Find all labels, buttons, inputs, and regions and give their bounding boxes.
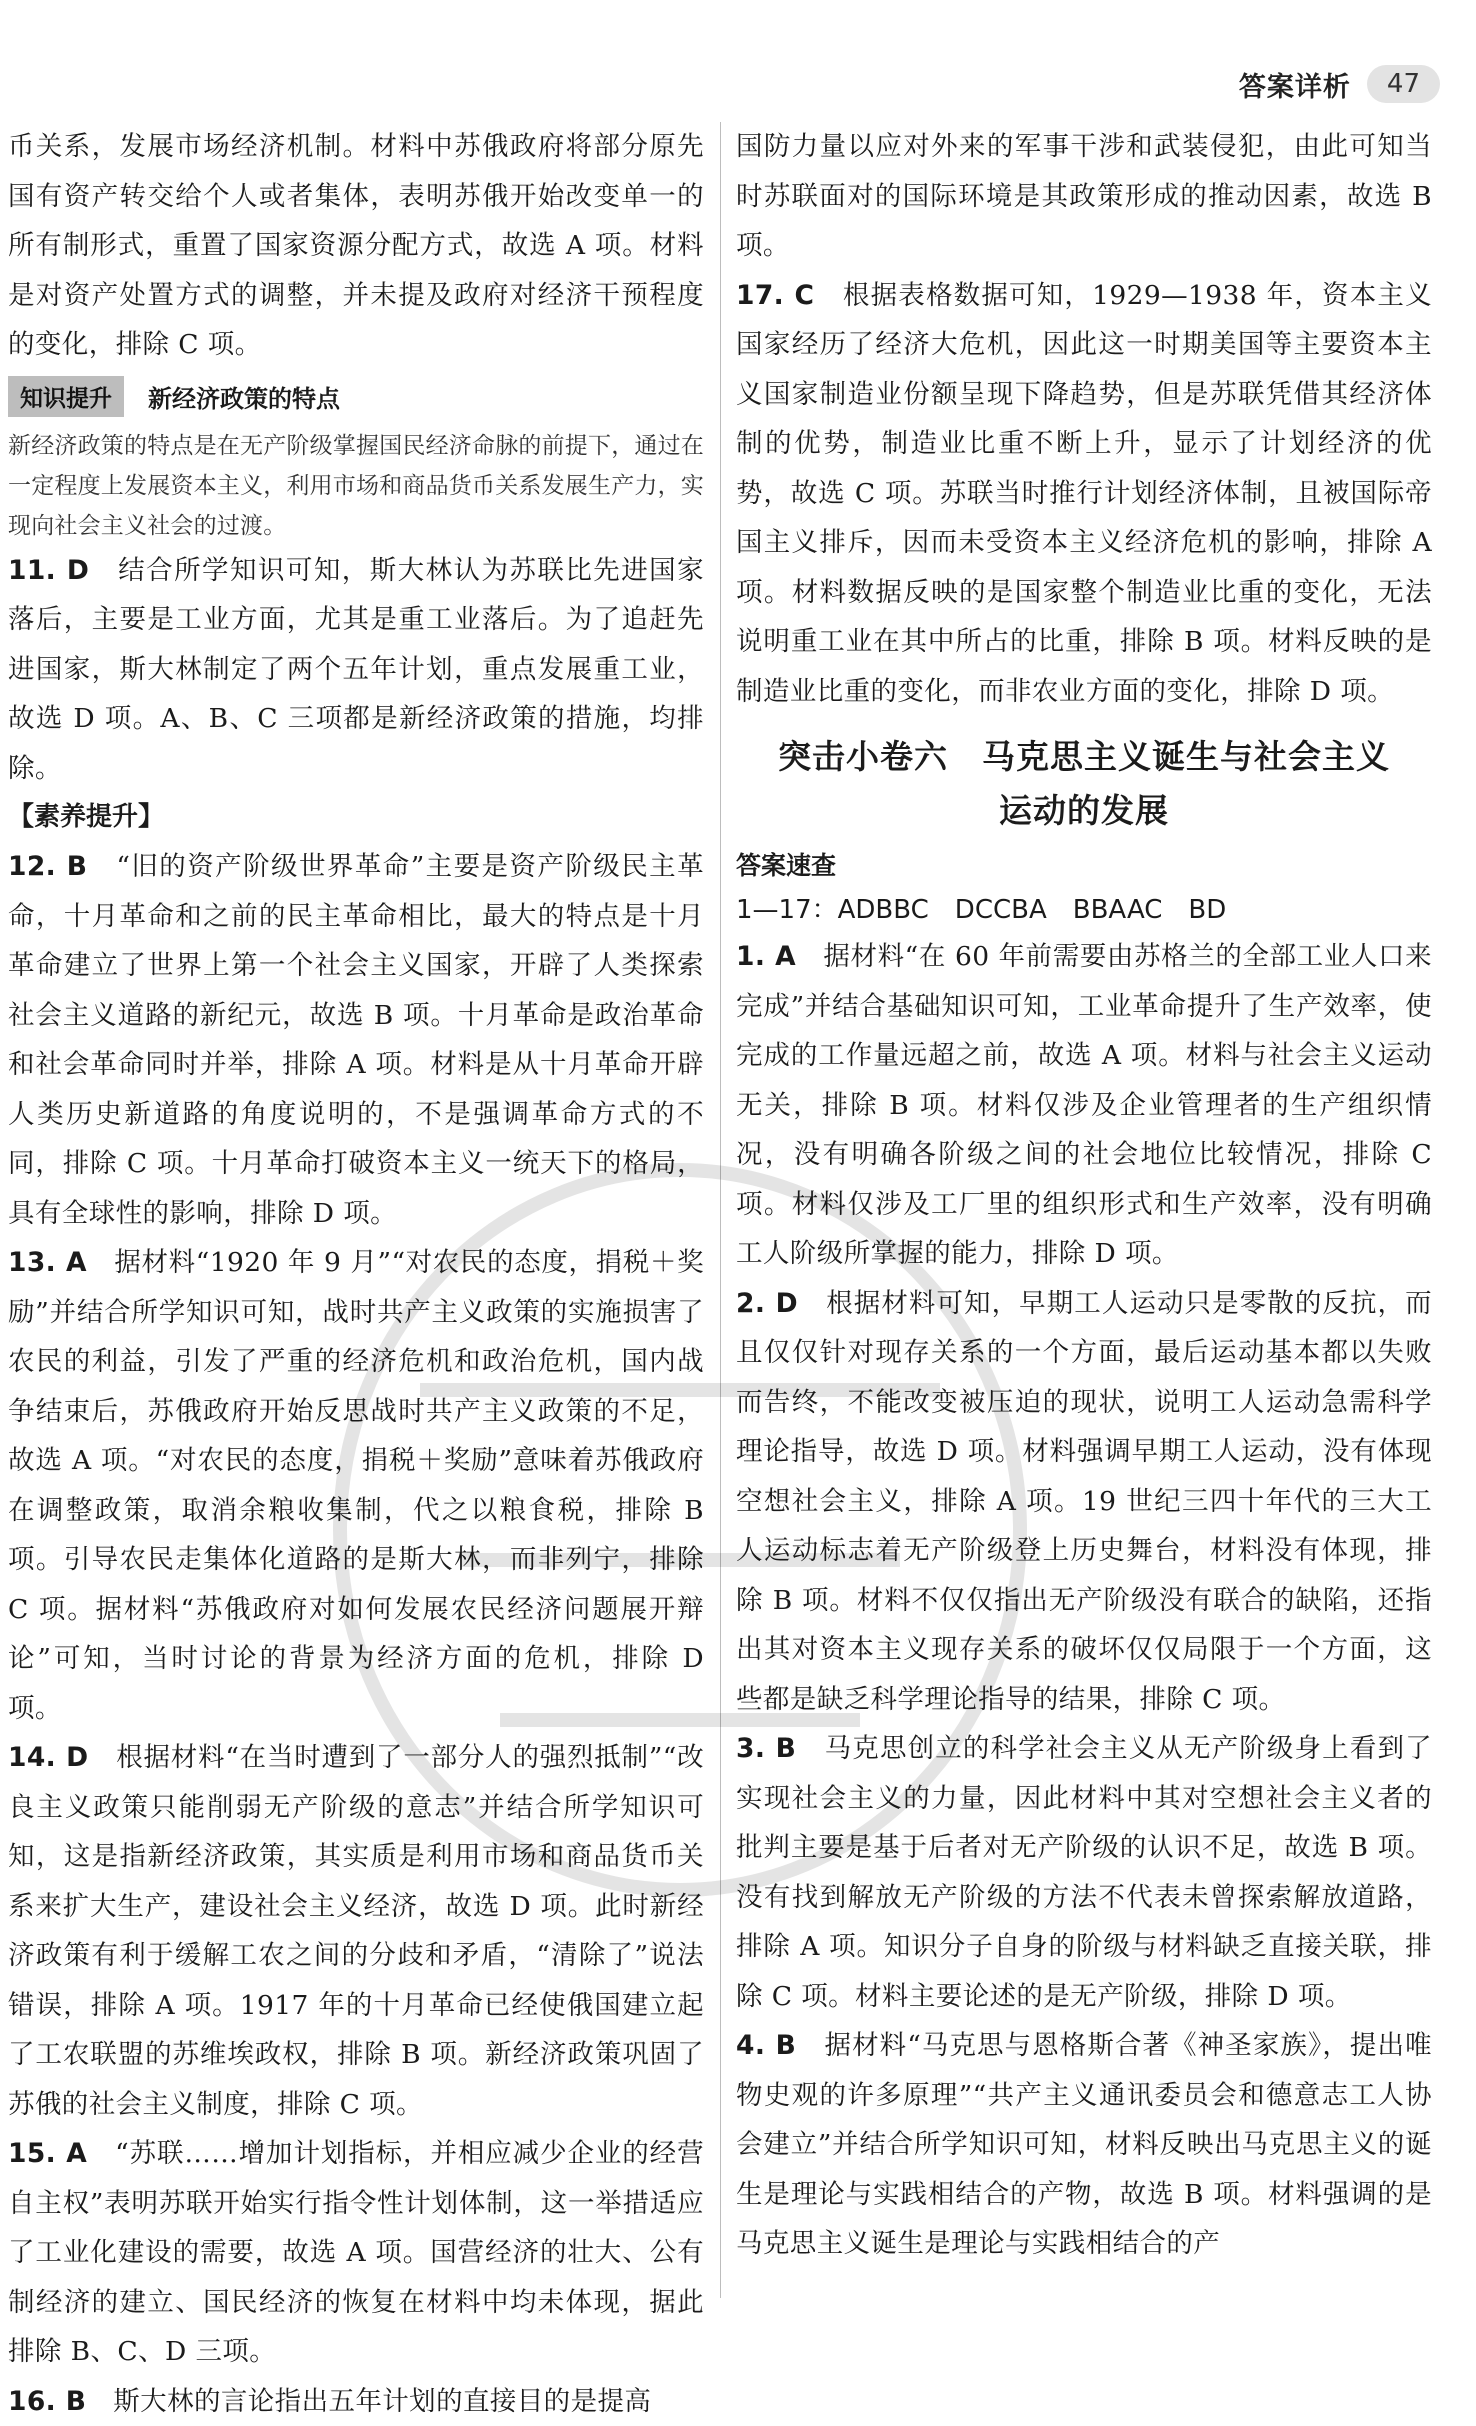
quick-answers: 1—17：ADBBC DCCBA BBAAC BD (736, 888, 1432, 932)
knowledge-title: 新经济政策的特点 (148, 379, 340, 414)
answer-13-key: 13. A (8, 1247, 87, 1278)
answer-14 (8, 1733, 704, 2129)
header-title: 答案详析 (1239, 65, 1351, 104)
quick-answers-label: 答案速查 (736, 844, 1432, 888)
answer-15 (8, 2129, 704, 2377)
left-column (8, 122, 704, 2426)
answer-1 (736, 932, 1432, 1279)
answer-4 (736, 2021, 1432, 2269)
section-title-line-1: 突击小卷六 马克思主义诞生与社会主义 (736, 730, 1432, 784)
answer-1-text: 据材料“在 60 年前需要由苏格兰的全部工业人口来完成”并结合基础知识可知，工业革命提升了生产效率，使完成的工作量远超之前，故选 A 项。材料与社会主义运动无关，排除 B 项。材料仅涉及企业管理者的生产组织情况，没有明确各阶级之间的社会地位比较情况，排除 C 项。材料仅涉及工厂里的组织形式和生产效率，没有明确工人阶级所掌握的能力，排除 D 项。 (736, 941, 1432, 1269)
answer-4-key: 4. B (736, 2030, 796, 2061)
answer-16-key: 16. B (8, 2386, 86, 2417)
knowledge-tag: 知识提升 (8, 376, 124, 417)
answer-15-key: 15. A (8, 2138, 87, 2169)
answer-16 (8, 2377, 704, 2426)
answer-3-text: 马克思创立的科学社会主义从无产阶级身上看到了实现社会主义的力量，因此材料中其对空想社会主义者的批判主要是基于后者对无产阶级的认识不足，故选 B 项。没有找到解放无产阶级的方法不代表未曾探索解放道路，排除 A 项。知识分子自身的阶级与材料缺乏直接关联，排除 C 项。材料主要论述的是无产阶级，排除 D 项。 (736, 1733, 1432, 2012)
answer-1-key: 1. A (736, 941, 796, 972)
answer-13-text: 据材料“1920 年 9 月”“对农民的态度，捐税＋奖励”并结合所学知识可知，战时共产主义政策的实施损害了农民的利益，引发了严重的经济危机和政治危机，国内战争结束后，苏俄政府开始反思战时共产主义政策的不足，故选 A 项。“对农民的态度，捐税＋奖励”意味着苏俄政府在调整政策，取消余粮收集制，代之以粮食税，排除 B 项。引导农民走集体化道路的是斯大林，而非列宁，排除 C 项。据材料“苏俄政府对如何发展农民经济问题展开辩论”可知，当时讨论的背景为经济方面的危机，排除 D 项。 (8, 1247, 704, 1724)
answer-14-key: 14. D (8, 1742, 89, 1773)
page-number: 47 (1367, 65, 1440, 103)
column-divider (720, 122, 721, 2298)
answer-3 (736, 1724, 1432, 2021)
answer-2 (736, 1279, 1432, 1725)
answer-11-text: 结合所学知识可知，斯大林认为苏联比先进国家落后，主要是工业方面，尤其是重工业落后。为了追赶先进国家，斯大林制定了两个五年计划，重点发展重工业，故选 D 项。A、B、C 三项都是新经济政策的措施，均排除。 (8, 555, 704, 784)
answer-11 (8, 546, 704, 794)
answer-11-key: 11. D (8, 555, 89, 586)
section-title-line-2: 运动的发展 (736, 784, 1432, 838)
answer-12-key: 12. B (8, 851, 87, 882)
answer-16-continued: 国防力量以应对外来的军事干涉和武装侵犯，由此可知当时苏联面对的国际环境是其政策形成的推动因素，故选 B 项。 (736, 122, 1432, 271)
answer-12 (8, 842, 704, 1238)
right-column (736, 122, 1432, 2269)
answer-4-text: 据材料“马克思与恩格斯合著《神圣家族》，提出唯物史观的许多原理”“共产主义通讯委员会和德意志工人协会建立”并结合所学知识可知，材料反映出马克思主义的诞生是理论与实践相结合的产物，故选 B 项。材料强调的是马克思主义诞生是理论与实践相结合的产 (736, 2030, 1432, 2259)
answer-15-text: “苏联……增加计划指标，并相应减少企业的经营自主权”表明苏联开始实行指令性计划体制，这一举措适应了工业化建设的需要，故选 A 项。国营经济的壮大、公有制经济的建立、国民经济的恢复在材料中均未体现，据此排除 B、C、D 三项。 (8, 2138, 704, 2367)
answer-14-text: 根据材料“在当时遭到了一部分人的强烈抵制”“改良主义政策只能削弱无产阶级的意志”并结合所学知识可知，这是指新经济政策，其实质是利用市场和商品货币关系来扩大生产，建设社会主义经济，故选 D 项。此时新经济政策有利于缓解工农之间的分歧和矛盾，“清除了”说法错误，排除 A 项。1917 年的十月革命已经使俄国建立起了工农联盟的苏维埃政权，排除 B 项。新经济政策巩固了苏俄的社会主义制度，排除 C 项。 (8, 1742, 704, 2120)
answer-3-key: 3. B (736, 1733, 796, 1764)
answer-2-text: 根据材料可知，早期工人运动只是零散的反抗，而且仅仅针对现存关系的一个方面，最后运动基本都以失败而告终，不能改变被压迫的现状，说明工人运动急需科学理论指导，故选 D 项。材料强调早期工人运动，没有体现空想社会主义，排除 A 项。19 世纪三四十年代的三大工人运动标志着无产阶级登上历史舞台，材料没有体现，排除 B 项。材料不仅仅指出无产阶级没有联合的缺陷，还指出其对资本主义现存关系的破坏仅仅局限于一个方面，这些都是缺乏科学理论指导的结果，排除 C 项。 (736, 1288, 1432, 1715)
answer-12-text: “旧的资产阶级世界革命”主要是资产阶级民主革命，十月革命和之前的民主革命相比，最大的特点是十月革命建立了世界上第一个社会主义国家，开辟了人类探索社会主义道路的新纪元，故选 B 项。十月革命是政治革命和社会革命同时并举，排除 A 项。材料是从十月革命开辟人类历史新道路的角度说明的，不是强调革命方式的不同，排除 C 项。十月革命打破资本主义一统天下的格局，具有全球性的影响，排除 D 项。 (8, 851, 704, 1229)
answer-16-text: 斯大林的言论指出五年计划的直接目的是提高 (113, 2386, 651, 2417)
answer-17-text: 根据表格数据可知，1929—1938 年，资本主义国家经历了经济大危机，因此这一时期美国等主要资本主义国家制造业份额呈现下降趋势，但是苏联凭借其经济体制的优势，制造业比重不断上升，显示了计划经济的优势，故选 C 项。苏联当时推行计划经济体制，且被国际帝国主义排斥，因而未受资本主义经济危机的影响，排除 A 项。材料数据反映的是国家整个制造业比重的变化，无法说明重工业在其中所占的比重，排除 B 项。材料反映的是制造业比重的变化，而非农业方面的变化，排除 D 项。 (736, 280, 1432, 707)
knowledge-text: 新经济政策的特点是在无产阶级掌握国民经济命脉的前提下，通过在一定程度上发展资本主义，利用市场和商品货币关系发展生产力，实现向社会主义社会的过渡。 (8, 426, 704, 546)
section-title (736, 730, 1432, 838)
answer-13 (8, 1238, 704, 1733)
paragraph-continued: 币关系，发展市场经济机制。材料中苏俄政府将部分原先国有资产转交给个人或者集体，表明苏俄开始改变单一的所有制形式，重置了国家资源分配方式，故选 A 项。材料是对资产处置方式的调整，并未提及政府对经济干预程度的变化，排除 C 项。 (8, 122, 704, 370)
answer-17-key: 17. C (736, 280, 814, 311)
page-header (1239, 58, 1440, 110)
knowledge-box-header (8, 376, 704, 418)
answer-17 (736, 271, 1432, 717)
answer-2-key: 2. D (736, 1288, 798, 1319)
section-label: 【素养提升】 (8, 793, 704, 842)
